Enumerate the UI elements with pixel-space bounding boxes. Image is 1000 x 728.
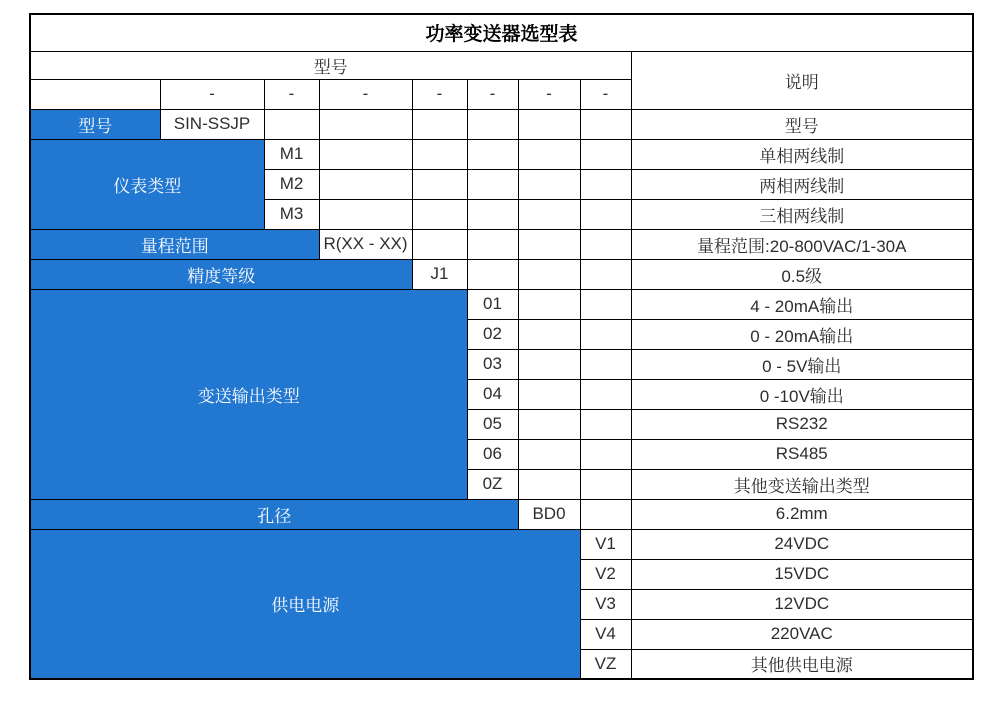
empty-cell <box>518 229 580 259</box>
empty-cell <box>580 169 631 199</box>
accuracy-desc: 0.5级 <box>631 259 973 289</box>
meter-type-code: M1 <box>264 139 319 169</box>
empty-cell <box>467 229 518 259</box>
empty-cell <box>518 109 580 139</box>
empty-cell <box>467 259 518 289</box>
empty-cell <box>580 439 631 469</box>
output-type-desc: 0 -10V输出 <box>631 379 973 409</box>
output-type-code: 0Z <box>467 469 518 499</box>
power-label: 供电电源 <box>30 529 580 679</box>
output-type-desc: 4 - 20mA输出 <box>631 289 973 319</box>
power-desc: 24VDC <box>631 529 973 559</box>
empty-cell <box>518 199 580 229</box>
range-code: R(XX - XX) <box>319 229 412 259</box>
empty-cell <box>580 109 631 139</box>
dash-cell: - <box>467 79 518 109</box>
empty-cell <box>518 319 580 349</box>
meter-type-row <box>30 139 973 169</box>
output-type-code: 03 <box>467 349 518 379</box>
meter-type-desc: 三相两线制 <box>631 199 973 229</box>
range-desc: 量程范围:20-800VAC/1-30A <box>631 229 973 259</box>
output-type-desc: 0 - 20mA输出 <box>631 319 973 349</box>
empty-cell <box>518 469 580 499</box>
empty-cell <box>518 289 580 319</box>
power-desc: 其他供电电源 <box>631 649 973 679</box>
output-type-row <box>30 289 973 319</box>
dash-cell: - <box>580 79 631 109</box>
power-code: V4 <box>580 619 631 649</box>
power-code: V2 <box>580 559 631 589</box>
output-type-code: 01 <box>467 289 518 319</box>
power-desc: 12VDC <box>631 589 973 619</box>
power-row <box>30 529 973 559</box>
output-type-desc: RS232 <box>631 409 973 439</box>
power-code: VZ <box>580 649 631 679</box>
output-type-desc: 其他变送输出类型 <box>631 469 973 499</box>
power-code: V1 <box>580 529 631 559</box>
empty-cell <box>319 109 412 139</box>
output-type-desc: 0 - 5V输出 <box>631 349 973 379</box>
meter-type-desc: 单相两线制 <box>631 139 973 169</box>
empty-cell <box>580 349 631 379</box>
aperture-desc: 6.2mm <box>631 499 973 529</box>
empty-cell <box>518 349 580 379</box>
empty-cell <box>580 199 631 229</box>
meter-type-code: M2 <box>264 169 319 199</box>
power-code: V3 <box>580 589 631 619</box>
meter-type-desc: 两相两线制 <box>631 169 973 199</box>
output-type-code: 05 <box>467 409 518 439</box>
empty-cell <box>467 139 518 169</box>
empty-cell <box>412 109 467 139</box>
dash-cell: - <box>518 79 580 109</box>
model-desc: 型号 <box>631 109 973 139</box>
empty-cell <box>518 439 580 469</box>
dash-cell: - <box>412 79 467 109</box>
output-type-code: 02 <box>467 319 518 349</box>
output-type-desc: RS485 <box>631 439 973 469</box>
empty-cell <box>580 289 631 319</box>
empty-cell <box>518 379 580 409</box>
empty-cell <box>412 199 467 229</box>
power-desc: 15VDC <box>631 559 973 589</box>
table-title: 功率变送器选型表 <box>30 14 973 51</box>
dash-cell: - <box>264 79 319 109</box>
meter-type-label: 仪表类型 <box>30 139 264 229</box>
empty-cell <box>467 109 518 139</box>
empty-cell <box>467 199 518 229</box>
empty-cell <box>264 109 319 139</box>
aperture-row <box>30 499 973 529</box>
accuracy-label: 精度等级 <box>30 259 412 289</box>
empty-cell <box>580 469 631 499</box>
output-type-code: 06 <box>467 439 518 469</box>
aperture-code: BD0 <box>518 499 580 529</box>
empty-cell <box>580 409 631 439</box>
empty-cell <box>580 229 631 259</box>
empty-cell <box>412 139 467 169</box>
empty-cell <box>518 169 580 199</box>
dash-cell: - <box>319 79 412 109</box>
model-header-row <box>30 51 973 79</box>
dash-cell: - <box>160 79 264 109</box>
title-row <box>30 14 973 51</box>
model-group-header: 型号 <box>30 51 631 79</box>
empty-cell <box>319 139 412 169</box>
empty-cell <box>580 319 631 349</box>
empty-cell <box>412 169 467 199</box>
accuracy-code: J1 <box>412 259 467 289</box>
aperture-label: 孔径 <box>30 499 518 529</box>
range-row <box>30 229 973 259</box>
power-desc: 220VAC <box>631 619 973 649</box>
empty-cell <box>580 139 631 169</box>
model-row <box>30 109 973 139</box>
description-header: 说明 <box>631 51 973 109</box>
empty-cell <box>518 139 580 169</box>
model-code: SIN-SSJP <box>160 109 264 139</box>
empty-cell <box>319 199 412 229</box>
empty-cell <box>518 409 580 439</box>
range-label: 量程范围 <box>30 229 319 259</box>
empty-cell <box>580 259 631 289</box>
accuracy-row <box>30 259 973 289</box>
output-type-label: 变送输出类型 <box>30 289 467 499</box>
empty-cell <box>30 79 160 109</box>
meter-type-code: M3 <box>264 199 319 229</box>
empty-cell <box>467 169 518 199</box>
product-selection-table <box>29 13 974 680</box>
empty-cell <box>580 379 631 409</box>
empty-cell <box>580 499 631 529</box>
empty-cell <box>412 229 467 259</box>
empty-cell <box>518 259 580 289</box>
model-label: 型号 <box>30 109 160 139</box>
empty-cell <box>319 169 412 199</box>
output-type-code: 04 <box>467 379 518 409</box>
